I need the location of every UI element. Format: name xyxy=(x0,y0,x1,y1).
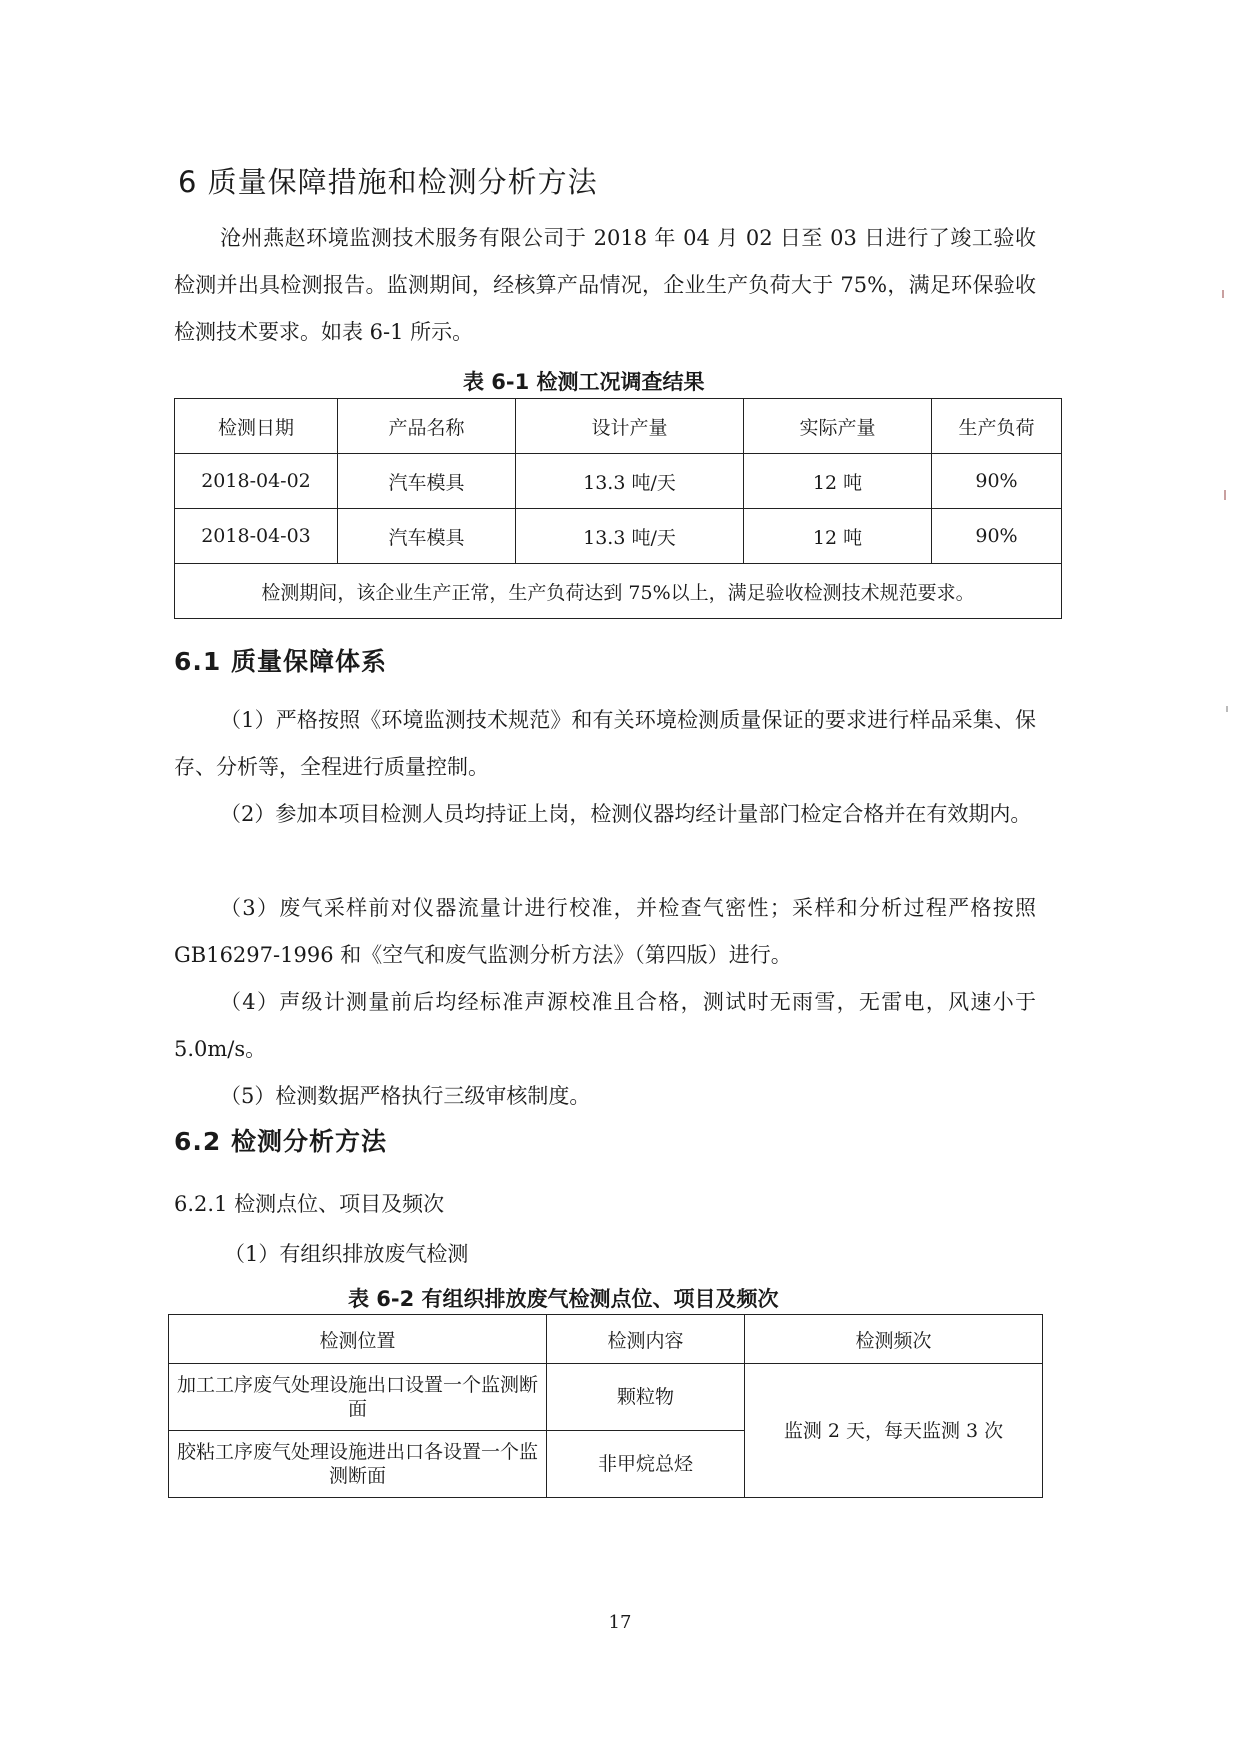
cell-design-output: 13.3 吨/天 xyxy=(516,454,744,509)
cell-content: 非甲烷总烃 xyxy=(547,1431,745,1498)
header-date: 检测日期 xyxy=(175,399,338,454)
scan-speck xyxy=(1222,290,1224,298)
working-condition-table xyxy=(174,398,1062,619)
cell-location: 加工工序废气处理设施出口设置一个监测断面 xyxy=(169,1364,547,1431)
table-row xyxy=(175,454,1062,509)
qa-item-5: （5）检测数据严格执行三级审核制度。 xyxy=(220,1084,591,1108)
table1-caption: 表 6-1 检测工况调查结果 xyxy=(463,370,705,394)
scan-speck xyxy=(1224,490,1226,500)
page-number: 17 xyxy=(608,1612,632,1633)
table-header-row xyxy=(175,399,1062,454)
header-location: 检测位置 xyxy=(169,1315,547,1364)
chapter-heading: 6 质量保障措施和检测分析方法 xyxy=(178,165,598,199)
cell-content: 颗粒物 xyxy=(547,1364,745,1431)
cell-date: 2018-04-03 xyxy=(175,509,338,564)
table-row xyxy=(169,1364,1043,1431)
cell-load: 90% xyxy=(932,509,1062,564)
cell-product: 汽车模具 xyxy=(338,509,516,564)
cell-design-output: 13.3 吨/天 xyxy=(516,509,744,564)
header-product: 产品名称 xyxy=(338,399,516,454)
header-load: 生产负荷 xyxy=(932,399,1062,454)
cell-location: 胶粘工序废气处理设施进出口各设置一个监测断面 xyxy=(169,1431,547,1498)
cell-actual-output: 12 吨 xyxy=(744,454,932,509)
monitoring-point-table xyxy=(168,1314,1043,1498)
cell-date: 2018-04-02 xyxy=(175,454,338,509)
table2-caption: 表 6-2 有组织排放废气检测点位、项目及频次 xyxy=(348,1287,779,1311)
header-actual-output: 实际产量 xyxy=(744,399,932,454)
qa-item-4: （4）声级计测量前后均经标准声源校准且合格，测试时无雨雪，无雷电，风速小于 5.0m/s。 xyxy=(174,990,1036,1061)
scan-speck xyxy=(1226,706,1228,712)
table-row xyxy=(175,509,1062,564)
table-note: 检测期间，该企业生产正常，生产负荷达到 75%以上，满足验收检测技术规范要求。 xyxy=(175,564,1062,619)
cell-product: 汽车模具 xyxy=(338,454,516,509)
cell-load: 90% xyxy=(932,454,1062,509)
header-content: 检测内容 xyxy=(547,1315,745,1364)
subitem-organized-emission: （1）有组织排放废气检测 xyxy=(224,1242,469,1266)
cell-frequency: 监测 2 天，每天监测 3 次 xyxy=(745,1364,1043,1498)
header-frequency: 检测频次 xyxy=(745,1315,1043,1364)
qa-item-3: （3）废气采样前对仪器流量计进行校准，并检查气密性；采样和分析过程严格按照 GB16297-1996 和《空气和废气监测分析方法》（第四版）进行。 xyxy=(174,896,1036,967)
section-6-1-title: 6.1 质量保障体系 xyxy=(174,647,387,676)
section-6-2-title: 6.2 检测分析方法 xyxy=(174,1127,387,1156)
cell-actual-output: 12 吨 xyxy=(744,509,932,564)
qa-item-2: （2）参加本项目检测人员均持证上岗，检测仪器均经计量部门检定合格并在有效期内。 xyxy=(220,802,1032,826)
header-design-output: 设计产量 xyxy=(516,399,744,454)
qa-item-1: （1）严格按照《环境监测技术规范》和有关环境检测质量保证的要求进行样品采集、保存、分析等，全程进行质量控制。 xyxy=(174,708,1036,779)
intro-paragraph: 沧州燕赵环境监测技术服务有限公司于 2018 年 04 月 02 日至 03 日进行了竣工验收检测并出具检测报告。监测期间，经核算产品情况，企业生产负荷大于 75%，满足环保验收检测技术要求。如表 6-1 所示。 xyxy=(174,226,1036,344)
table-note-row xyxy=(175,564,1062,619)
subsection-6-2-1: 6.2.1 检测点位、项目及频次 xyxy=(174,1192,445,1216)
table-header-row xyxy=(169,1315,1043,1364)
